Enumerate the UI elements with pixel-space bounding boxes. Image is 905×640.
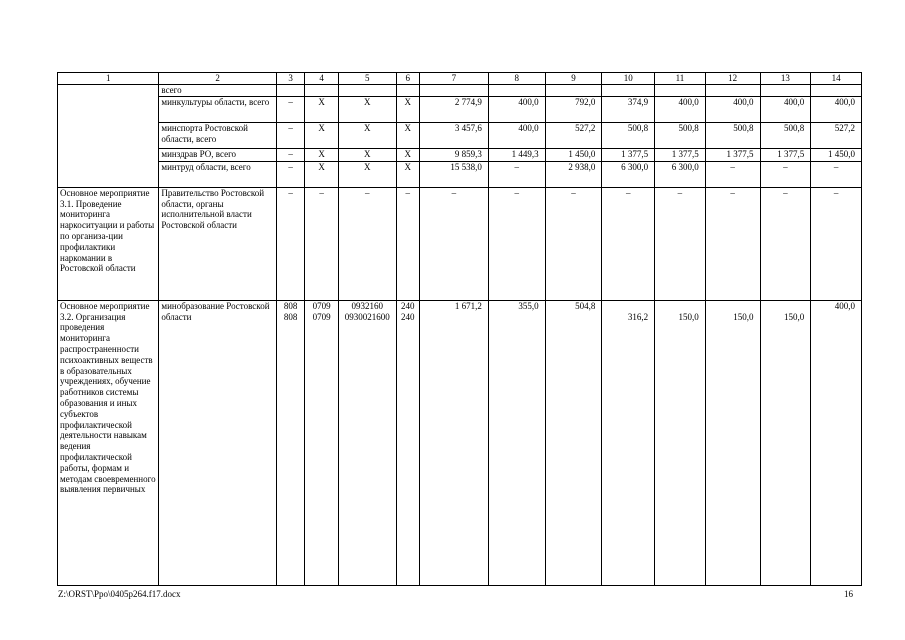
col-number: 8 — [488, 73, 545, 85]
executor-cell: минздрав РО, всего — [159, 148, 277, 161]
col-number: 1 — [58, 73, 159, 85]
col-number: 13 — [760, 73, 811, 85]
value-cell: 150,0 — [655, 300, 706, 585]
value-cell: X — [338, 96, 396, 122]
table-row — [58, 96, 862, 122]
col-number: 2 — [159, 73, 277, 85]
value-cell: – — [276, 187, 304, 300]
value-cell: X — [305, 148, 338, 161]
col-number: 11 — [655, 73, 706, 85]
value-cell: – — [488, 161, 545, 187]
col-number: 5 — [338, 73, 396, 85]
measure-name-cell: Основное мероприятие 3.1. Проведение мониторинга наркоситуации и работы по организа-ции профилактики наркомании в Ростовской области — [58, 187, 159, 300]
col-number: 7 — [419, 73, 488, 85]
value-cell: 6 300,0 — [602, 161, 655, 187]
value-cell: 1 671,2 — [419, 300, 488, 585]
value-cell: 2 938,0 — [545, 161, 602, 187]
executor-cell: всего — [159, 84, 277, 96]
value-cell: – — [760, 187, 811, 300]
value-cell: – — [276, 161, 304, 187]
value-cell: 1 377,5 — [602, 148, 655, 161]
value-cell: 2 774,9 — [419, 96, 488, 122]
value-cell: 500,8 — [602, 122, 655, 148]
value-cell: 808 808 — [276, 300, 304, 585]
value-cell: 240 240 — [396, 300, 419, 585]
value-cell: – — [760, 161, 811, 187]
value-cell: 316,2 — [602, 300, 655, 585]
value-cell: – — [276, 96, 304, 122]
value-cell: X — [305, 96, 338, 122]
value-cell: – — [338, 187, 396, 300]
value-cell: 400,0 — [811, 300, 862, 585]
column-number-row — [58, 73, 862, 85]
value-cell: X — [338, 122, 396, 148]
value-cell: 500,8 — [705, 122, 760, 148]
value-cell: 9 859,3 — [419, 148, 488, 161]
empty-measure-cell — [58, 84, 159, 187]
col-number: 4 — [305, 73, 338, 85]
value-cell: 6 300,0 — [655, 161, 706, 187]
executor-cell: минтруд области, всего — [159, 161, 277, 187]
value-cell: – — [396, 187, 419, 300]
value-cell: 15 538,0 — [419, 161, 488, 187]
value-cell: – — [276, 122, 304, 148]
table-row — [58, 122, 862, 148]
value-cell: 504,8 — [545, 300, 602, 585]
value-cell: X — [338, 161, 396, 187]
executor-cell: минобразование Ростовской области — [159, 300, 277, 585]
col-number: 6 — [396, 73, 419, 85]
value-cell: X — [305, 161, 338, 187]
footer-file-path: Z:\ORST\Ppo\0405p264.f17.docx — [58, 589, 181, 599]
value-cell: – — [655, 187, 706, 300]
table-row — [58, 161, 862, 187]
table-row — [58, 84, 862, 96]
value-cell: – — [602, 187, 655, 300]
table-row — [58, 148, 862, 161]
value-cell: 150,0 — [760, 300, 811, 585]
value-cell: – — [419, 187, 488, 300]
executor-cell: минспорта Ростовской области, всего — [159, 122, 277, 148]
value-cell: 1 377,5 — [760, 148, 811, 161]
page-number: 16 — [844, 589, 853, 599]
value-cell: – — [705, 161, 760, 187]
value-cell: – — [811, 161, 862, 187]
value-cell: X — [396, 148, 419, 161]
value-cell: 527,2 — [545, 122, 602, 148]
value-cell: 400,0 — [705, 96, 760, 122]
col-number: 14 — [811, 73, 862, 85]
value-cell: 1 449,3 — [488, 148, 545, 161]
value-cell: 400,0 — [760, 96, 811, 122]
value-cell: 0709 0709 — [305, 300, 338, 585]
value-cell: X — [338, 148, 396, 161]
value-cell: – — [305, 187, 338, 300]
value-cell: 500,8 — [655, 122, 706, 148]
value-cell: 0932160 0930021600 — [338, 300, 396, 585]
value-cell: 1 377,5 — [655, 148, 706, 161]
col-number: 10 — [602, 73, 655, 85]
value-cell: X — [396, 96, 419, 122]
col-number: 12 — [705, 73, 760, 85]
value-cell: 400,0 — [655, 96, 706, 122]
executor-cell: Правительство Ростовской области, органы исполнительной власти Ростовской области — [159, 187, 277, 300]
measure-name-cell: Основное мероприятие 3.2. Организация проведения мониторинга распространенности психоактивных веществ в образовательных учреждениях, обучение работников системы образования и иных субъектов профилактической деятельности навыкам ведения профилактической работы, формам и методам своевременного выявления первичных — [58, 300, 159, 585]
value-cell: 792,0 — [545, 96, 602, 122]
measure-3-1-row — [58, 187, 862, 300]
value-cell: X — [396, 161, 419, 187]
value-cell: – — [488, 187, 545, 300]
value-cell: – — [705, 187, 760, 300]
value-cell: – — [545, 187, 602, 300]
value-cell: 400,0 — [811, 96, 862, 122]
value-cell: 355,0 — [488, 300, 545, 585]
measure-3-2-row — [58, 300, 862, 585]
col-number: 3 — [276, 73, 304, 85]
value-cell: 400,0 — [488, 96, 545, 122]
value-cell: X — [305, 122, 338, 148]
value-cell: 1 450,0 — [545, 148, 602, 161]
value-cell: 150,0 — [705, 300, 760, 585]
value-cell: 1 377,5 — [705, 148, 760, 161]
value-cell: 1 450,0 — [811, 148, 862, 161]
value-cell: X — [396, 122, 419, 148]
value-cell: 400,0 — [488, 122, 545, 148]
budget-table — [57, 72, 862, 586]
value-cell: – — [811, 187, 862, 300]
value-cell: – — [276, 148, 304, 161]
value-cell: 374,9 — [602, 96, 655, 122]
value-cell: 3 457,6 — [419, 122, 488, 148]
value-cell: 500,8 — [760, 122, 811, 148]
executor-cell: минкультуры области, всего — [159, 96, 277, 122]
value-cell: 527,2 — [811, 122, 862, 148]
col-number: 9 — [545, 73, 602, 85]
